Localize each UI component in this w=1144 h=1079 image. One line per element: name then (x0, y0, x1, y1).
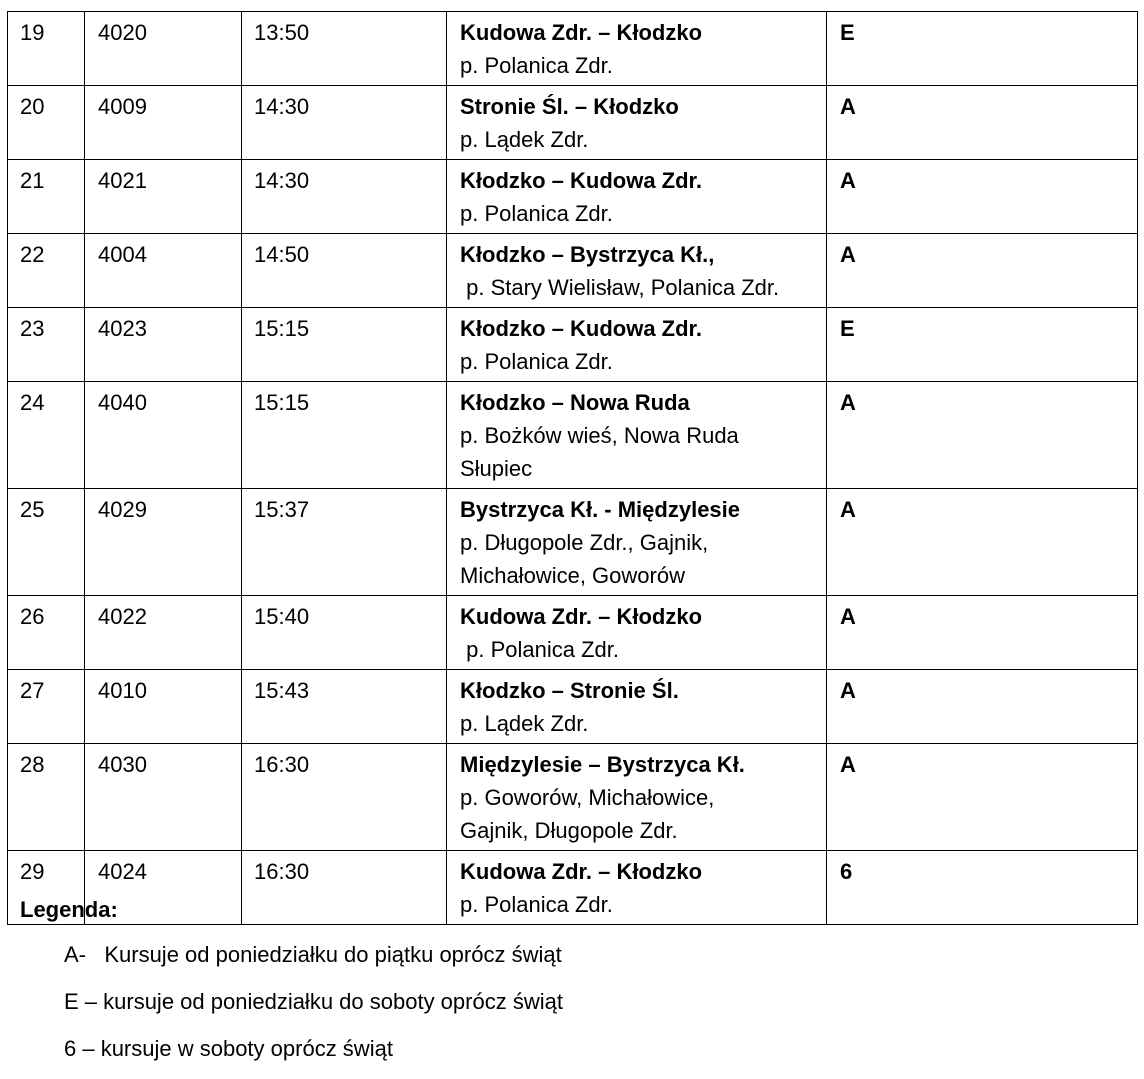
route-via: p. Stary Wielisław, Polanica Zdr. (460, 275, 780, 300)
row-number-cell: 24 (8, 382, 85, 489)
operating-days-cell: A (827, 86, 1138, 160)
row-number-cell: 23 (8, 308, 85, 382)
row-number-cell: 26 (8, 596, 85, 670)
row-number-cell: 28 (8, 744, 85, 851)
route-via: p. Polanica Zdr. (460, 892, 613, 917)
departure-time-cell: 14:30 (242, 160, 447, 234)
row-number-cell: 27 (8, 670, 85, 744)
schedule-body (8, 12, 1138, 925)
course-id-cell: 4010 (85, 670, 242, 744)
table-row (8, 744, 1138, 851)
table-row (8, 234, 1138, 308)
route-cell (447, 596, 827, 670)
course-id-cell: 4024 (85, 851, 242, 925)
route-via: p. Długopole Zdr., Gajnik, Michałowice, Goworów (460, 530, 709, 588)
departure-time-cell: 14:50 (242, 234, 447, 308)
row-number-cell: 21 (8, 160, 85, 234)
route-via: p. Lądek Zdr. (460, 711, 589, 736)
course-id-cell: 4040 (85, 382, 242, 489)
departure-time-cell: 15:15 (242, 308, 447, 382)
row-number-cell: 22 (8, 234, 85, 308)
operating-days-cell: A (827, 160, 1138, 234)
route-name: Bystrzyca Kł. - Międzylesie (460, 497, 741, 522)
table-row (8, 489, 1138, 596)
route-via: p. Goworów, Michałowice, Gajnik, Długopole Zdr. (460, 785, 715, 843)
course-id-cell: 4029 (85, 489, 242, 596)
operating-days-cell: A (827, 744, 1138, 851)
legend-item: E – kursuje od poniedziałku do soboty oprócz świąt (64, 989, 563, 1014)
legend-item: A- Kursuje od poniedziałku do piątku oprócz świąt (64, 942, 562, 967)
route-via: p. Polanica Zdr. (460, 637, 619, 662)
departure-time-cell: 15:43 (242, 670, 447, 744)
legend-list (20, 938, 1120, 1065)
route-cell (447, 234, 827, 308)
operating-days-cell: A (827, 382, 1138, 489)
departure-time-cell: 16:30 (242, 851, 447, 925)
route-cell (447, 382, 827, 489)
course-id-cell: 4009 (85, 86, 242, 160)
route-cell (447, 670, 827, 744)
route-cell (447, 489, 827, 596)
route-name: Kłodzko – Stronie Śl. (460, 678, 679, 703)
route-name: Międzylesie – Bystrzyca Kł. (460, 752, 745, 777)
course-id-cell: 4004 (85, 234, 242, 308)
route-via: p. Lądek Zdr. (460, 127, 589, 152)
operating-days-cell: A (827, 670, 1138, 744)
table-row (8, 670, 1138, 744)
table-row (8, 596, 1138, 670)
row-number-cell: 19 (8, 12, 85, 86)
route-cell (447, 12, 827, 86)
route-name: Kudowa Zdr. – Kłodzko (460, 604, 703, 629)
route-cell (447, 744, 827, 851)
course-id-cell: 4030 (85, 744, 242, 851)
table-row (8, 160, 1138, 234)
route-name: Kłodzko – Nowa Ruda (460, 390, 690, 415)
route-name: Kudowa Zdr. – Kłodzko (460, 859, 703, 884)
route-cell (447, 160, 827, 234)
operating-days-cell: A (827, 489, 1138, 596)
route-via: p. Bożków wieś, Nowa Ruda Słupiec (460, 423, 739, 481)
operating-days-cell: E (827, 12, 1138, 86)
route-name: Kłodzko – Bystrzyca Kł., (460, 242, 715, 267)
row-number-cell: 29 (8, 851, 85, 925)
departure-time-cell: 15:37 (242, 489, 447, 596)
route-name: Stronie Śl. – Kłodzko (460, 94, 679, 119)
legend-item: 6 – kursuje w soboty oprócz świąt (64, 1036, 393, 1061)
table-row (8, 12, 1138, 86)
schedule-table (7, 11, 1138, 925)
row-number-cell: 20 (8, 86, 85, 160)
route-name: Kłodzko – Kudowa Zdr. (460, 168, 703, 193)
operating-days-cell: A (827, 234, 1138, 308)
route-name: Kudowa Zdr. – Kłodzko (460, 20, 703, 45)
course-id-cell: 4023 (85, 308, 242, 382)
legend (20, 893, 1120, 1065)
row-number-cell: 25 (8, 489, 85, 596)
departure-time-cell: 14:30 (242, 86, 447, 160)
departure-time-cell: 15:40 (242, 596, 447, 670)
departure-time-cell: 15:15 (242, 382, 447, 489)
table-row (8, 308, 1138, 382)
course-id-cell: 4020 (85, 12, 242, 86)
route-via: p. Polanica Zdr. (460, 53, 613, 78)
course-id-cell: 4021 (85, 160, 242, 234)
route-via: p. Polanica Zdr. (460, 349, 613, 374)
route-cell (447, 86, 827, 160)
operating-days-cell: 6 (827, 851, 1138, 925)
operating-days-cell: A (827, 596, 1138, 670)
table-row (8, 382, 1138, 489)
legend-title: Legenda: (20, 897, 118, 922)
table-row (8, 86, 1138, 160)
route-name: Kłodzko – Kudowa Zdr. (460, 316, 703, 341)
route-via: p. Polanica Zdr. (460, 201, 613, 226)
route-cell (447, 308, 827, 382)
operating-days-cell: E (827, 308, 1138, 382)
departure-time-cell: 13:50 (242, 12, 447, 86)
course-id-cell: 4022 (85, 596, 242, 670)
departure-time-cell: 16:30 (242, 744, 447, 851)
